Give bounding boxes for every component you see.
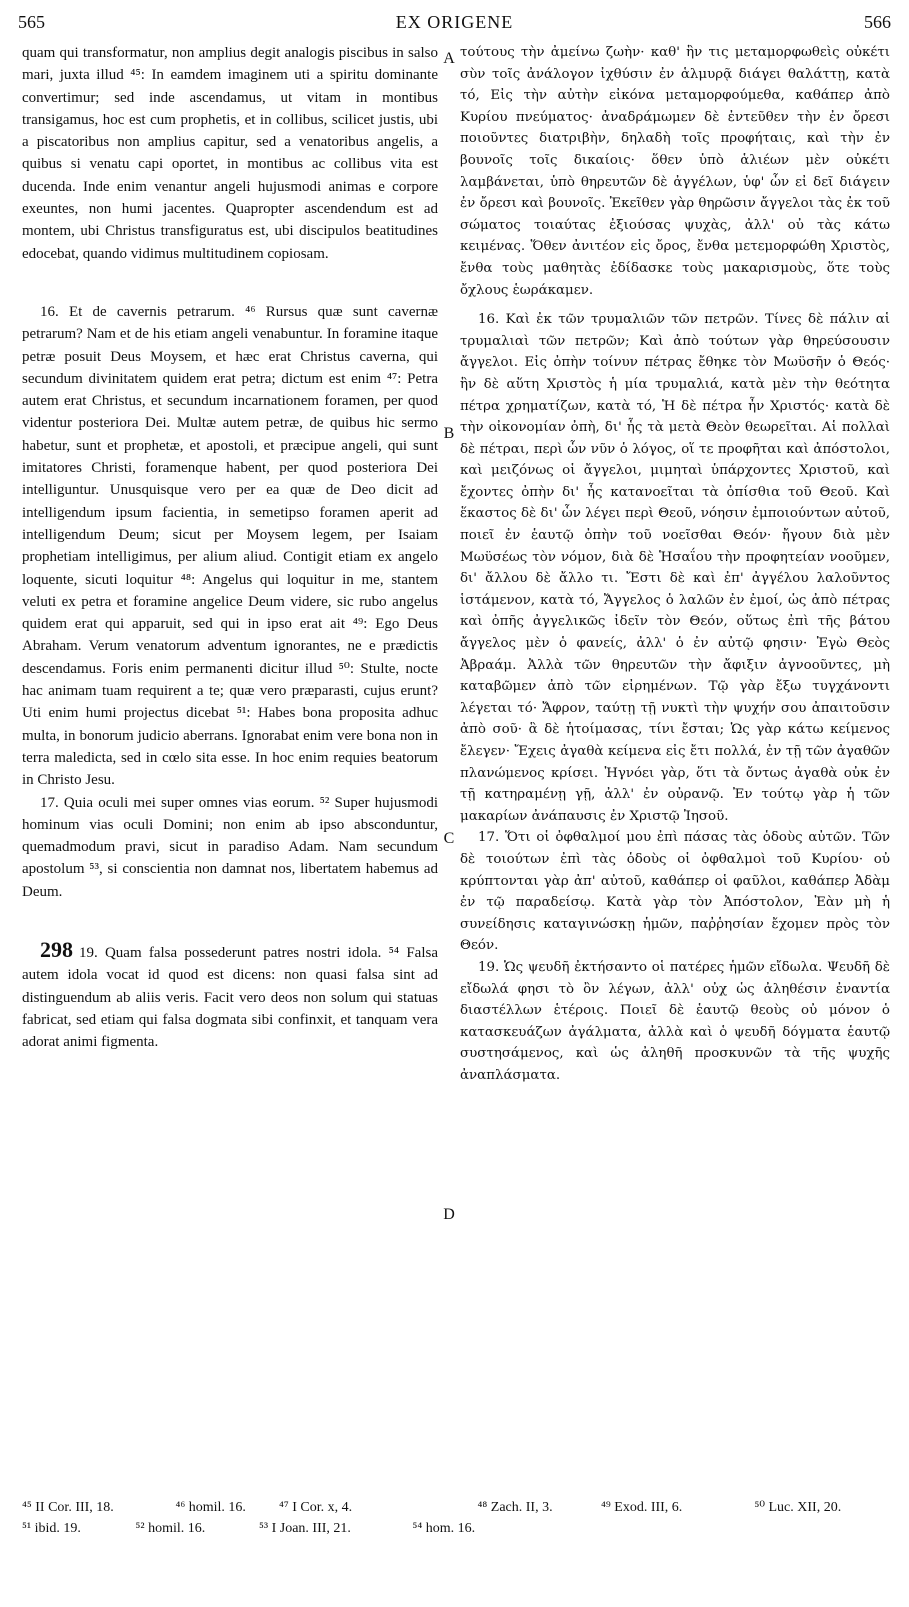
latin-paragraph: quam qui transformatur, non amplius degit analogis piscibus in salso mari, juxta illud ⁴⁵: In eamdem imaginem uti a spiritu dominante convertimur; sed inde ascendamus, ut vitam in montibus transigamus, hoc est cum prophetis, et in collibus, scilicet justis, ubi a piscatoribus non amplius capitur, sed a venatoribus angelis, a quibus si venatu capi oportet, in montibus ac collibus vita est ducenda. Inde enim venantur angeli hujusmodi animas e corpore exeuntes, non humi jacentes. Quapropter ascendendum est ad montem, ubi Christus transfiguratus est, ubi discipulos beatitudines edocebat, quando vidimus multitudinem copiosam. [22, 45, 438, 262]
page-number-right: 566 [864, 12, 891, 32]
greek-column [460, 42, 890, 1087]
running-header [18, 12, 891, 42]
latin-paragraph [22, 936, 438, 1053]
greek-paragraph: 17. Ὅτι οἱ ὀφθαλμοί μου ἐπὶ πάσας τὰς ὁδοὺς αὐτῶν. Τῶν δὲ τοιούτων ἐπὶ τὰς ὁδοὺς οἱ ὀφθαλμοὶ τοῦ Κυρίου· οὐ κρύπτονται γὰρ ἀπ' αὐτοῦ, καθάπερ οἱ φαῦλοι, καθάπερ Ἀδὰμ ἐν τῷ παραδείσῳ. Κατὰ γὰρ τὸν Ἀπόστολον, Ἐὰν μὴ ἡ συνείδησις καταγινώσκῃ ἡμῶν, παῤῥησίαν ἔχομεν πρὸς τὸν Θεόν. [460, 830, 890, 954]
margin-marker-a: A [443, 50, 455, 67]
footnote: ⁴⁸ Zach. II, 3. [477, 1500, 553, 1515]
footnote: ⁴⁶ homil. 16. [175, 1500, 246, 1515]
latin-paragraph: 17. Quia oculi mei super omnes vias eorum. ⁵² Super hujusmodi hominum vias oculi Domini; non enim ab ipso absconduntur, quemadmodum pravi, sicut in paradiso Adam. Nam secundum apostolum ⁵³, si conscientia non damnat nos, libertatem habemus ad Deum. [22, 794, 438, 900]
page-number-left: 565 [18, 12, 45, 32]
margin-marker-b: B [443, 425, 455, 442]
latin-paragraph: 16. Et de cavernis petrarum. ⁴⁶ Rursus quæ sunt cavernæ petrarum? Nam et de his etiam angeli venabuntur. In foramine itaque petræ posuit Deus Moysem, et hæc erat Christus caverna, qui secundum divinitatem quidem erat petra; dictum est enim ⁴⁷: Petra autem erat Christus, et secundum incarnationem foramen, per quod videntur posteriora Dei. Multæ autem petræ, de quibus hic sermo habetur, sunt et prophetæ, et apostoli, et præcipue angeli, qui sunt imitatores Christi, foramenque habent, per quod posteriora Dei intelliguntur. Unusquisque vero per ea quæ de Deo dicit ad intelligendum ipsum facientia, in semetipso foramen aperit ad intelligendum Deum; sicut per Moysem legem, per Isaiam prophetiam intelligimus, per alium aliud. Contigit etiam ex angelo loquente, sicuti loquitur ⁴⁸: Angelus qui loquitur in me, stantem veluti ex petra et foramine angelice Deum videre, sic rubo angelus quidem erat qui apparuit, sed qui in ipso erat ait ⁴⁹: Ego Deus Abraham. Verum venatorum adventum ignorantes, ne e prædictis descendamus. Foris enim permanenti dicitur illud ⁵⁰: Stulte, nocte hac animam tuam requirent a te; quæ vero præparasti, cujus erunt? Uti enim humi projectus dicebat ⁵¹: Habes bona proposita adhuc multa, in bonorum judicio aberrans. Ignorabat enim vere bona non in terra maledicta, sed in cœlo sita esse. In hoc enim requies beatorum in Christo Jesu. [22, 303, 438, 789]
footnotes [22, 1497, 892, 1539]
footnote-line [22, 1518, 892, 1539]
footnote: ⁵² homil. 16. [135, 1521, 206, 1536]
footnote: ⁵⁴ hom. 16. [412, 1521, 476, 1536]
footnote: ⁴⁵ II Cor. III, 18. [22, 1500, 114, 1515]
footnote: ⁴⁷ I Cor. x, 4. [279, 1500, 353, 1515]
running-title: EX ORIGENE [395, 12, 514, 32]
footnote-line [22, 1497, 892, 1518]
footnote: ⁴⁹ Exod. III, 6. [601, 1500, 683, 1515]
column-number: 298 [40, 936, 73, 962]
footnote: ⁵⁰ Luc. XII, 20. [754, 1500, 842, 1515]
margin-marker-d: D [443, 1206, 455, 1223]
greek-paragraph: τούτους τὴν ἀμείνω ζωὴν· καθ' ἣν τις μεταμορφωθεὶς οὐκέτι σὺν τοῖς ἀνάλογον ἰχθύσιν ἐν ἁλμυρᾷ διάγει θαλάττῃ, κατὰ τό, Εἰς τὴν αὐτὴν εἰκόνα μεταμορφούμεθα, καθάπερ ἀπὸ Κυρίου πνεύματος· ἀναδράμωμεν δὲ ἐντεῦθεν τὴν ἐν ὄρεσι ποιοῦντες διατριβὴν, δηλαδὴ τοῖς προφήταις, καὶ τὴν ἐν βουνοῖς τοῖς δικαίοις· ὅθεν ὑπὸ ἁλιέων μὲν οὐκέτι λαμβάνεται, ὑπὸ θηρευτῶν δὲ ἀγγέλων, ὑφ' ὧν εἰ δεῖ διάγειν ἐν ὄρεσι καὶ βουνοῖς. Ἐκεῖθεν γὰρ θηρῶσιν ἄγγελοι τὰς ἐκ τοῦ σώματος τοιαύτας ἐξιούσας ψυχὰς, ἀλλ' οὐ τὰς κάτω κειμένας. Ὅθεν ἀνιτέον εἰς ὄρος, ἔνθα μετεμορφώθη Χριστὸς, ἔνθα τοὺς μαθητὰς ἐδίδασκε τοὺς μακαρισμοὺς, ὅτε τοὺς ὄχλους ἑωράκαμεν. [460, 45, 890, 298]
greek-paragraph: 16. Καὶ ἐκ τῶν τρυμαλιῶν τῶν πετρῶν. Τίνες δὲ πάλιν αἱ τρυμαλιαὶ τῶν πετρῶν; Καὶ ἀπὸ τούτων γὰρ θηρεύσουσιν ἄγγελοι. Εἰς ὀπὴν τοίνυν πέτρας ἔθηκε τὸν Μωϋσῆν ὁ Θεός· ἣν δὲ αὕτη Χριστὸς ἡ μία τρυμαλιά, κατὰ μὲν τὴν θεότητα πέτρα χρηματίζων, κατὰ τό, Ἡ δὲ πέτρα ἦν Χριστός· κατὰ δὲ τὴν οἰκονομίαν ὀπὴ, δι' ἧς τὰ μετὰ Θεὸν θεωρεῖται. Αἱ πολλαὶ δὲ πέτραι, περὶ ὧν νῦν ὁ λόγος, οἵ τε προφῆται καὶ ἀπόστολοι, καὶ μειζόνως οἱ ἄγγελοι, μιμηταὶ ὑπάρχοντες Χριστοῦ, καὶ ἔχοντες ὀπὴν δι' ἧς κατανοεῖται τὰ ὀπίσθια τοῦ Θεοῦ. Καὶ ἕκαστος δὲ δι' ὧν λέγει περὶ Θεοῦ, νόησιν ἐμποιούντων αὐτοῦ, ποιεῖ ἐν ἑαυτῷ ὀπὴν τοῦ νοεῖσθαι Θεόν· ἤγουν διὰ μὲν Μωϋσέως τὸν νόμον, διὰ δὲ Ἡσαΐου τὴν προφητείαν νοοῦμεν, δι' ἄλλου δὲ ἄλλο τι. Ἔστι δὲ καὶ ἐπ' ἀγγέλου λαλοῦντος ἱστάμενον, κατὰ τό, Ἄγγελος ὁ λαλῶν ἐν ἐμοί, ὡς ἀπὸ πέτρας καὶ ὀπῆς ἀγγελικῶς ἰδεῖν τὸν Θεόν, οὕτως ἐπὶ τῆς βάτου ἄγγελος μὲν ὁ φανείς, ἀλλ' ὁ ἐν αὐτῷ φησιν· Ἐγὼ Θεὸς Ἀβραάμ. Ἀλλὰ τῶν θηρευτῶν τὴν ἄφιξιν ἀγνοοῦντες, μὴ καταβῶμεν ἀπὸ τῶν εἰρημένων. Τῷ γὰρ ἔξω τυγχάνοντι λέγεται τό· Ἄφρον, ταύτῃ τῇ νυκτὶ τὴν ψυχήν σου ἀπαιτοῦσιν ἀπὸ σοῦ· ἃ δὲ ἡτοίμασας, τίνι ἔσται; Ὡς γὰρ κάτω κείμενος ἔλεγεν· Ἔχεις ἀγαθὰ κείμενα εἰς ἔτι πολλά, ἐν τῇ τῶν ἀγαθῶν πλανώμενος κρίσει. Ἠγνόει γὰρ, ὅτι τὰ ὄντως ἀγαθὰ οὐκ ἐν τῇ κατηραμένῃ γῇ, ἀλλ' ἐν οὐρανῷ. Ἐν τούτῳ γὰρ ἡ τῶν μακαρίων ἀνάπαυσις ἐν Χριστῷ Ἰησοῦ. [460, 312, 890, 824]
margin-marker-c: C [443, 830, 455, 847]
latin-paragraph-text: 19. Quam falsa possederunt patres nostri idola. ⁵⁴ Falsa autem idola vocat id quod est dicens: non quasi falsa sint ad distinguendum ab aliis veris. Facit vero deos non solum qui statuas fabricat, sed etiam qui falsa dogmata sibi confinxit, et tanquam vera adorat animi figmenta. [22, 944, 438, 1051]
footnote: ⁵¹ ibid. 19. [22, 1521, 81, 1536]
greek-paragraph: 19. Ὡς ψευδῆ ἐκτήσαντο οἱ πατέρες ἡμῶν εἴδωλα. Ψευδῆ δὲ εἴδωλά φησι τὸ ὂν λέγων, ἀλλ' οὐχ ὡς ἀληθέσιν ἐναντία διαστέλλων ἑτέροις. Ποιεῖ δὲ ἑαυτῷ θεοὺς οὐ μόνον ὁ κατασκευάζων ἀγάλματα, ἀλλὰ καὶ ὁ ψευδῆ δόγματα ἑαυτῷ συστησάμενος, καὶ ὡς ἀληθῆ προσκυνῶν τὰ τῆς ψυχῆς ἀναπλάσματα. [460, 959, 890, 1083]
latin-column [22, 42, 438, 1053]
footnote: ⁵³ I Joan. III, 21. [259, 1521, 351, 1536]
